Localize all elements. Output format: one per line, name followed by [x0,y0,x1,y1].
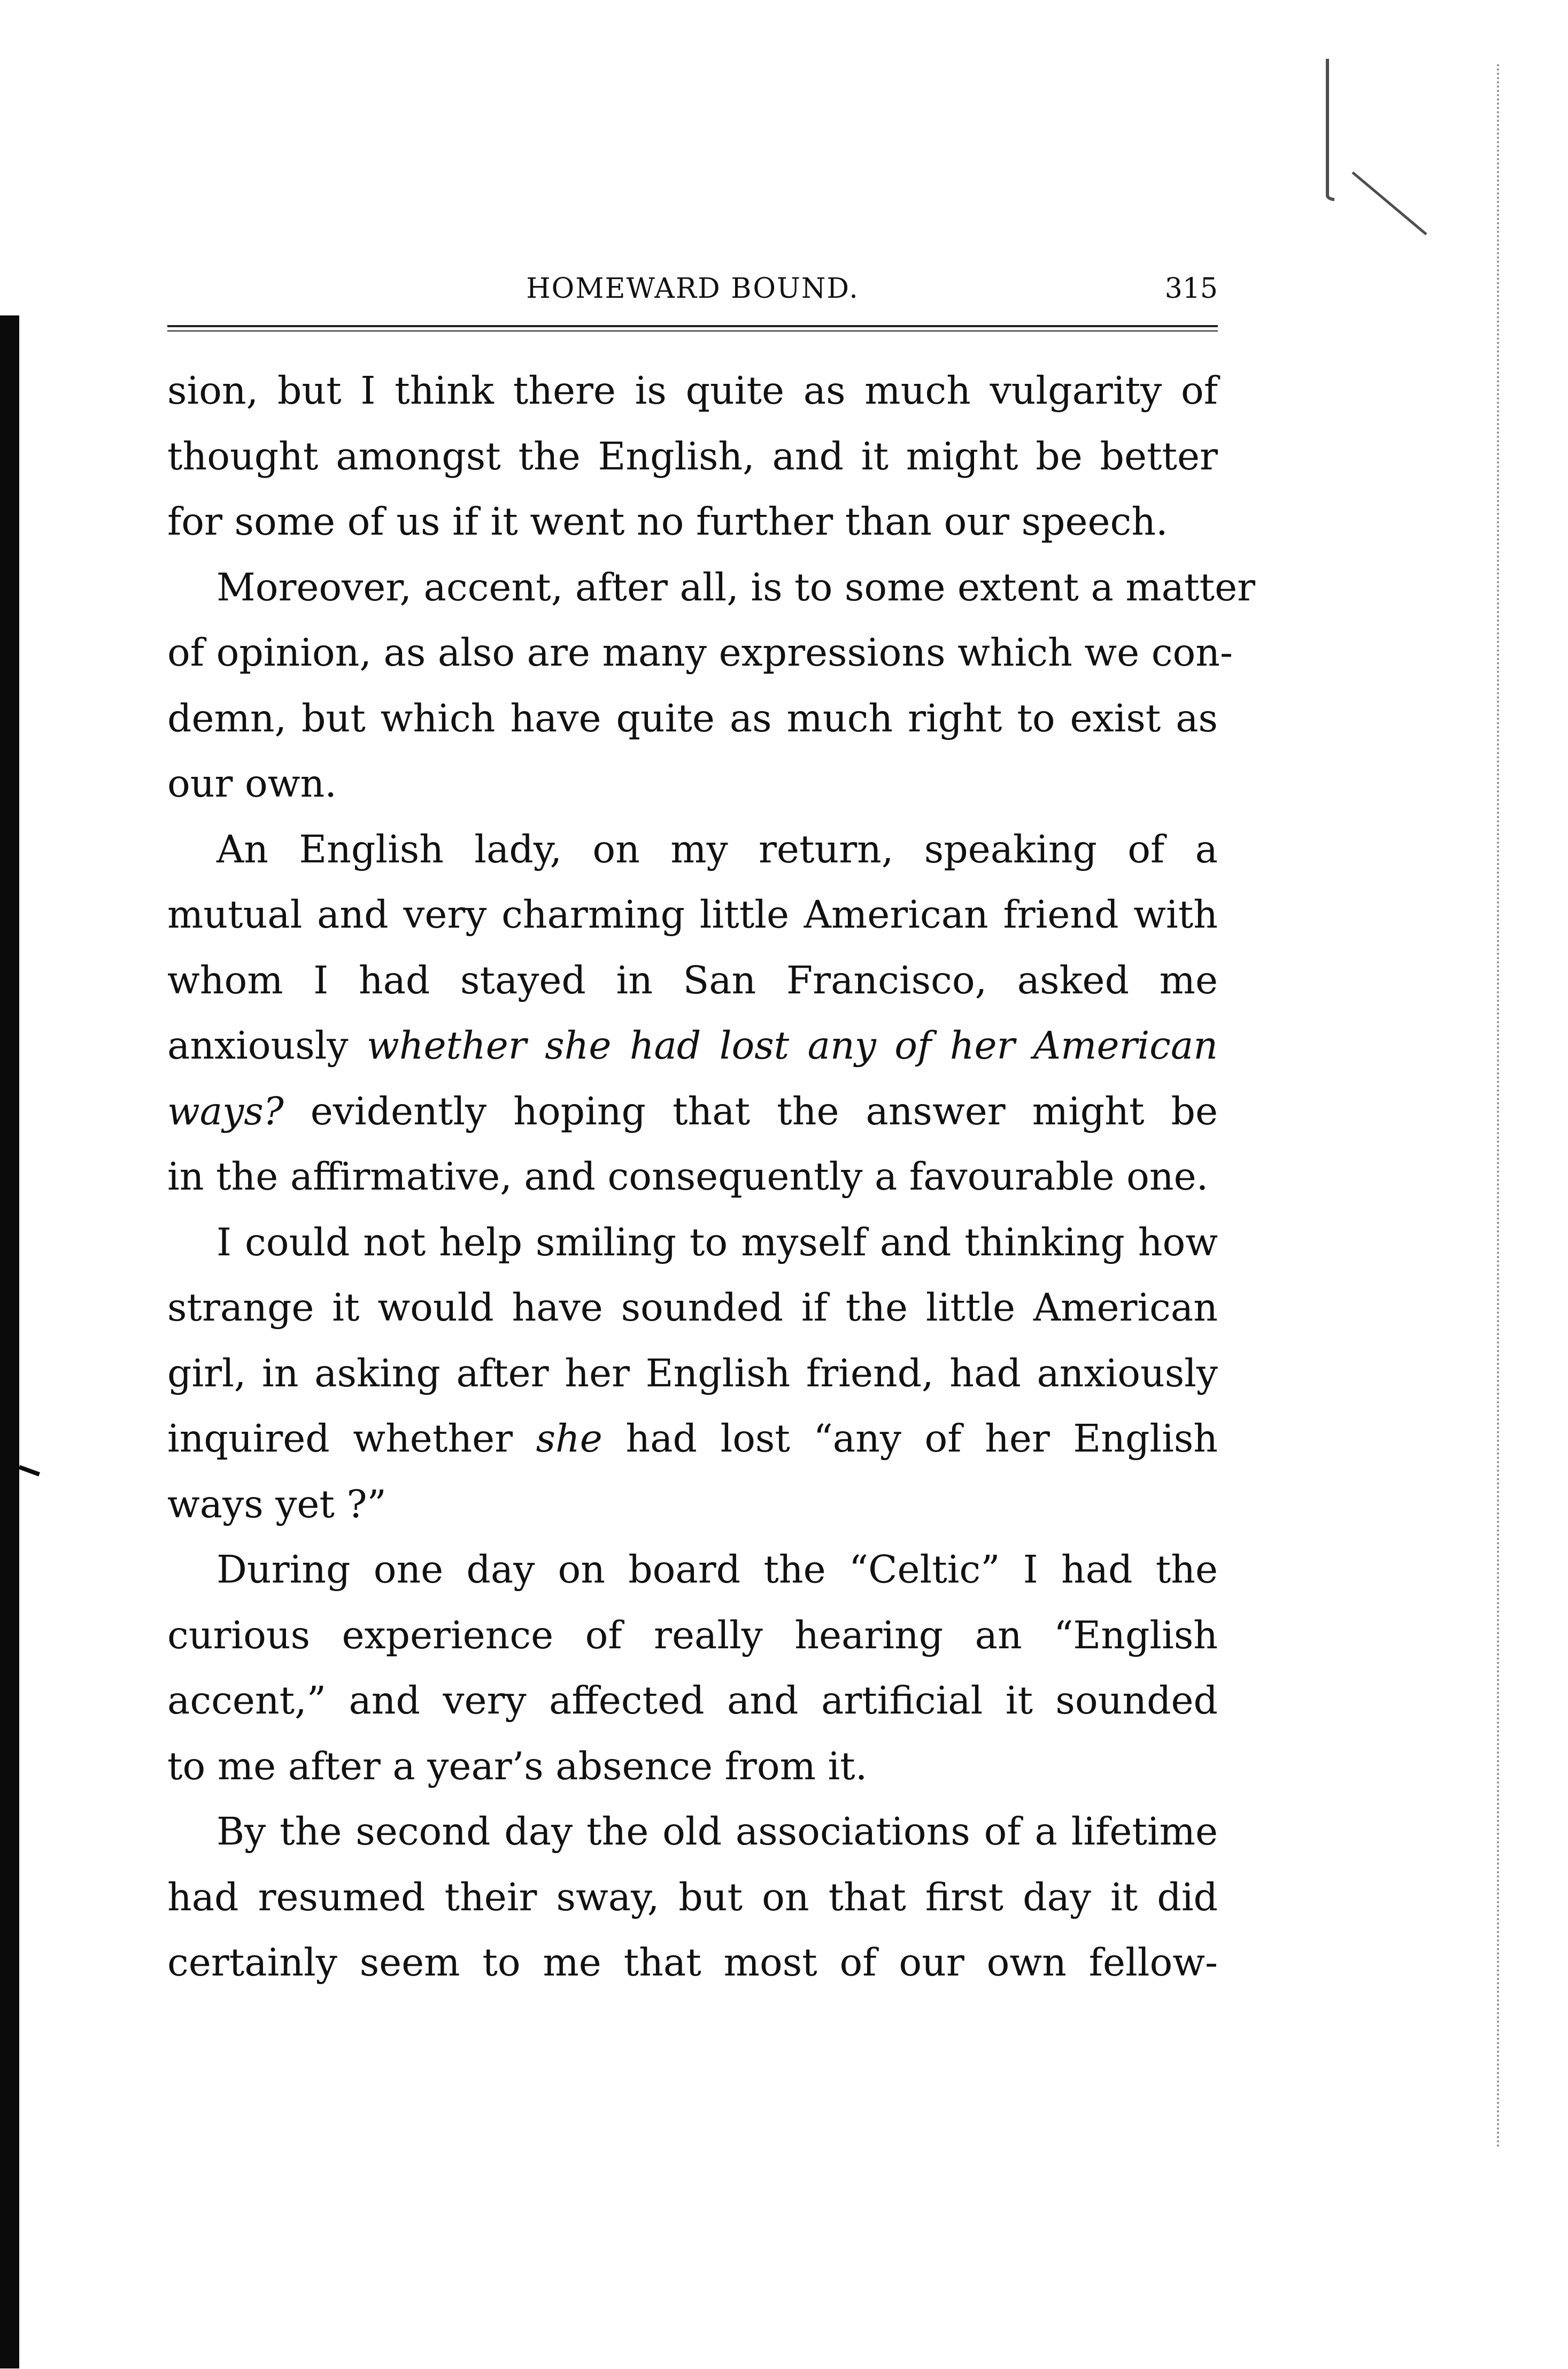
text-line: girl, in asking after her English friend, had anxiously [167,1351,1218,1395]
text-line: whom I had stayed in San Francisco, asked me [167,958,1218,1002]
text-line: Moreover, accent, after all, is to some extent a matter [217,565,1256,609]
header-rule [167,325,1218,331]
scan-left-edge-mark [19,1465,40,1476]
text-line: During one day on board the “Celtic” I had the [217,1547,1218,1592]
paragraph [167,358,1218,555]
text-line: sion, but I think there is quite as much vulgarity of [167,368,1218,413]
text-line: in the affirmative, and consequently a favourable one. [167,1154,1209,1199]
text-line [167,1406,1218,1472]
paragraph [167,555,1256,817]
running-head [167,273,1218,321]
text-line: curious experience of really hearing an “English [167,1612,1218,1657]
text-run: had lost “any of her English [602,1416,1218,1461]
text-run: inquired whether [167,1416,536,1461]
text-line: strange it would have sounded if the little American [167,1285,1218,1330]
text-line: certainly seem to me that most of our own fellow- [167,1940,1218,1985]
text-line: our own. [167,761,337,806]
scan-right-edge [1497,64,1499,2149]
running-title: HOMEWARD BOUND. [526,273,859,305]
paragraph [167,1210,1218,1538]
text-line: had resumed their sway, but on that first day it did [167,1874,1218,1919]
text-line: ways yet ?” [167,1481,387,1526]
text-line [167,1013,1218,1079]
paragraph [167,817,1218,1210]
text-run: anxiously [167,1023,367,1068]
scan-corner-stroke [1351,172,1427,236]
scan-corner-mark [1326,59,1334,201]
body-text [167,358,1256,1996]
text-line: of opinion, as also are many expressions which we con- [167,630,1233,675]
text-line: for some of us if it went no further than our speech. [167,499,1168,544]
text-line: to me after a year’s absence from it. [167,1743,868,1788]
scan-left-edge [0,315,19,2368]
text-line: By the second day the old associations of a lifetime [217,1809,1218,1854]
text-line: demn, but which have quite as much right to exist as [167,696,1218,740]
text-line: thought amongst the English, and it might be better [167,434,1218,479]
page-number: 315 [1164,273,1218,305]
text-line: An English lady, on my return, speaking of a [217,827,1218,871]
paragraph [167,1537,1218,1799]
text-line [167,1079,1218,1145]
text-run: evidently hoping that the answer might be [310,1089,1218,1133]
book-page [167,273,1256,1996]
text-line: mutual and very charming little American friend with [167,892,1218,937]
italic-run: she [536,1416,603,1461]
text-line: accent,” and very affected and artificial it sounded [167,1678,1218,1723]
text-line: I could not help smiling to myself and thinking how [217,1220,1218,1264]
italic-run: ways? [167,1089,284,1133]
paragraph [167,1799,1218,1996]
italic-run: whether she had lost any of her American [367,1023,1218,1068]
